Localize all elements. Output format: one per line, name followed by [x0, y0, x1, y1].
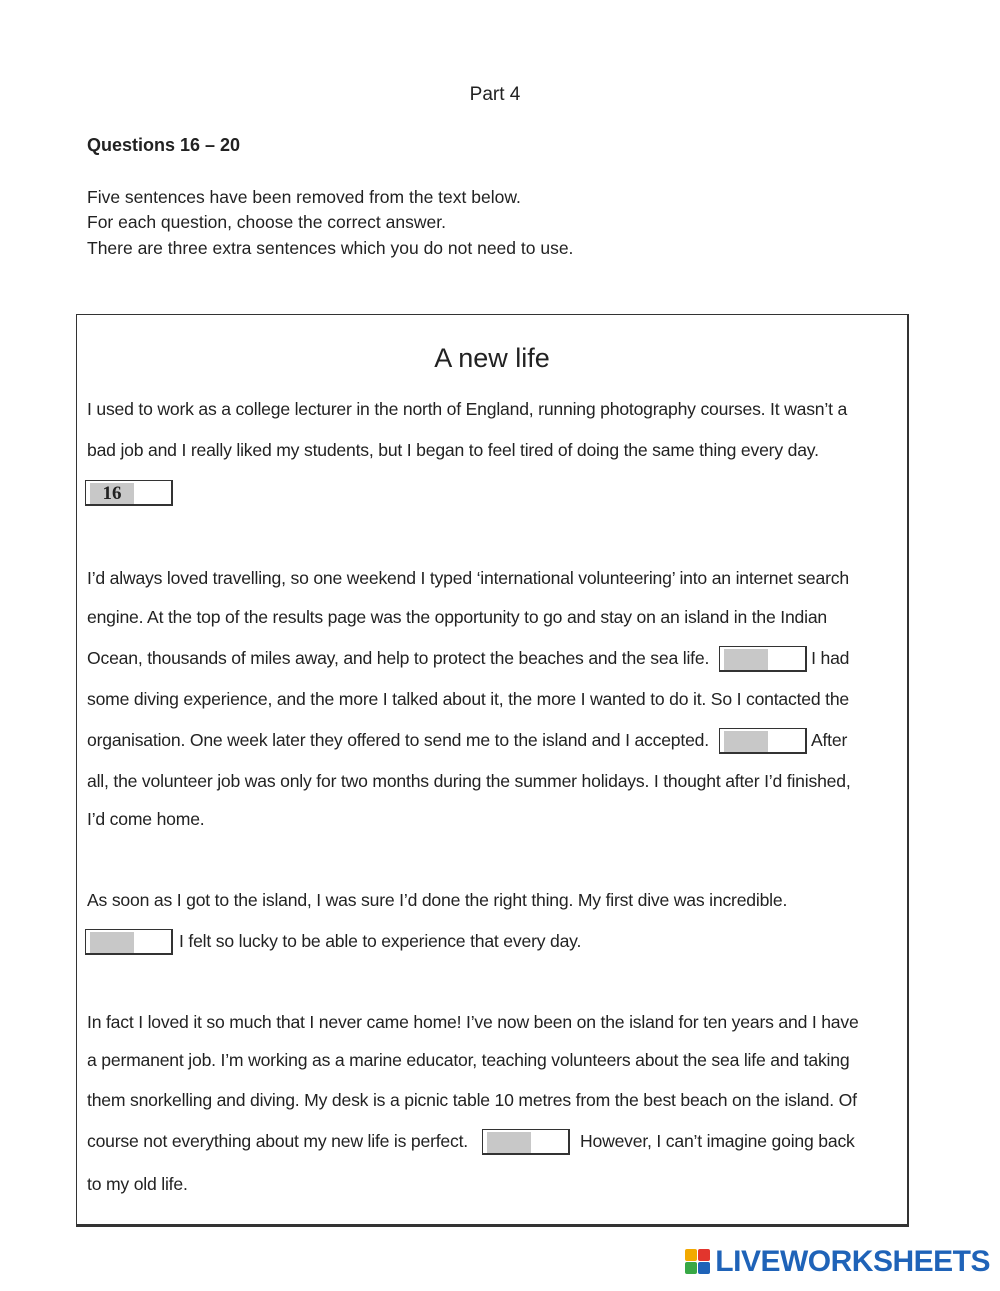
- text-segment: organisation. One week later they offered to send me to the island and I accepted.: [87, 730, 709, 750]
- text-line: engine. At the top of the results page was the opportunity to go and stay on an island in the Indian: [87, 607, 827, 627]
- text-line: In fact I loved it so much that I never came home! I’ve now been on the island for ten years and I have: [87, 1012, 859, 1032]
- text-segment: After: [810, 730, 848, 750]
- gap-number: 16: [90, 483, 134, 504]
- text-line: I’d come home.: [87, 809, 205, 829]
- instruction-line: There are three extra sentences which you do not need to use.: [87, 238, 574, 258]
- answer-gap-16[interactable]: [85, 480, 173, 506]
- instruction-line: Five sentences have been removed from the text below.: [87, 187, 521, 207]
- liveworksheets-logo: [685, 1245, 990, 1279]
- text-segment: course not everything about my new life is perfect.: [87, 1131, 468, 1151]
- text-title: A new life: [434, 343, 550, 373]
- text-line: all, the volunteer job was only for two months during the summer holidays. I thought after I’d finished,: [87, 771, 851, 791]
- gap-number: [724, 731, 768, 752]
- text-segment: Ocean, thousands of miles away, and help to protect the beaches and the sea life.: [87, 648, 710, 668]
- logo-text: LIVEWORKSHEETS: [715, 1245, 990, 1278]
- answer-gap-18[interactable]: [719, 728, 807, 754]
- paragraph-1: [87, 389, 905, 471]
- text-line: As soon as I got to the island, I was sure I’d done the right thing. My first dive was incredible.: [87, 890, 788, 910]
- paragraph-4: [87, 1002, 905, 1205]
- paragraph-3: [87, 880, 905, 962]
- text-segment: I felt so lucky to be able to experience that every day.: [179, 931, 582, 951]
- part-heading: Part 4: [469, 84, 521, 105]
- paragraph-2: [87, 558, 905, 840]
- answer-gap-19[interactable]: [85, 929, 173, 955]
- text-line: I used to work as a college lecturer in the north of England, running photography courses. It wasn’t a: [87, 399, 848, 419]
- questions-heading: Questions 16 – 20: [87, 135, 241, 155]
- text-line: a permanent job. I’m working as a marine educator, teaching volunteers about the sea life and taking: [87, 1050, 850, 1070]
- text-line: bad job and I really liked my students, but I began to feel tired of doing the same thing every day.: [87, 440, 819, 460]
- reading-text-box: [76, 314, 909, 1227]
- gap-number: [487, 1132, 531, 1153]
- text-line: some diving experience, and the more I talked about it, the more I wanted to do it. So I contacted the: [87, 689, 850, 709]
- logo-icon: [685, 1249, 711, 1275]
- text-line: to my old life.: [87, 1174, 188, 1194]
- answer-gap-20[interactable]: [482, 1129, 570, 1155]
- gap-number: [90, 932, 134, 953]
- text-segment: I had: [811, 648, 850, 668]
- text-line: I’d always loved travelling, so one weekend I typed ‘international volunteering’ into an internet search: [87, 568, 849, 588]
- text-segment: However, I can’t imagine going back: [579, 1131, 855, 1151]
- gap-number: [724, 649, 768, 670]
- instruction-line: For each question, choose the correct answer.: [87, 212, 446, 232]
- text-line: them snorkelling and diving. My desk is a picnic table 10 metres from the best beach on the island. Of: [87, 1090, 857, 1110]
- answer-gap-17[interactable]: [719, 646, 807, 672]
